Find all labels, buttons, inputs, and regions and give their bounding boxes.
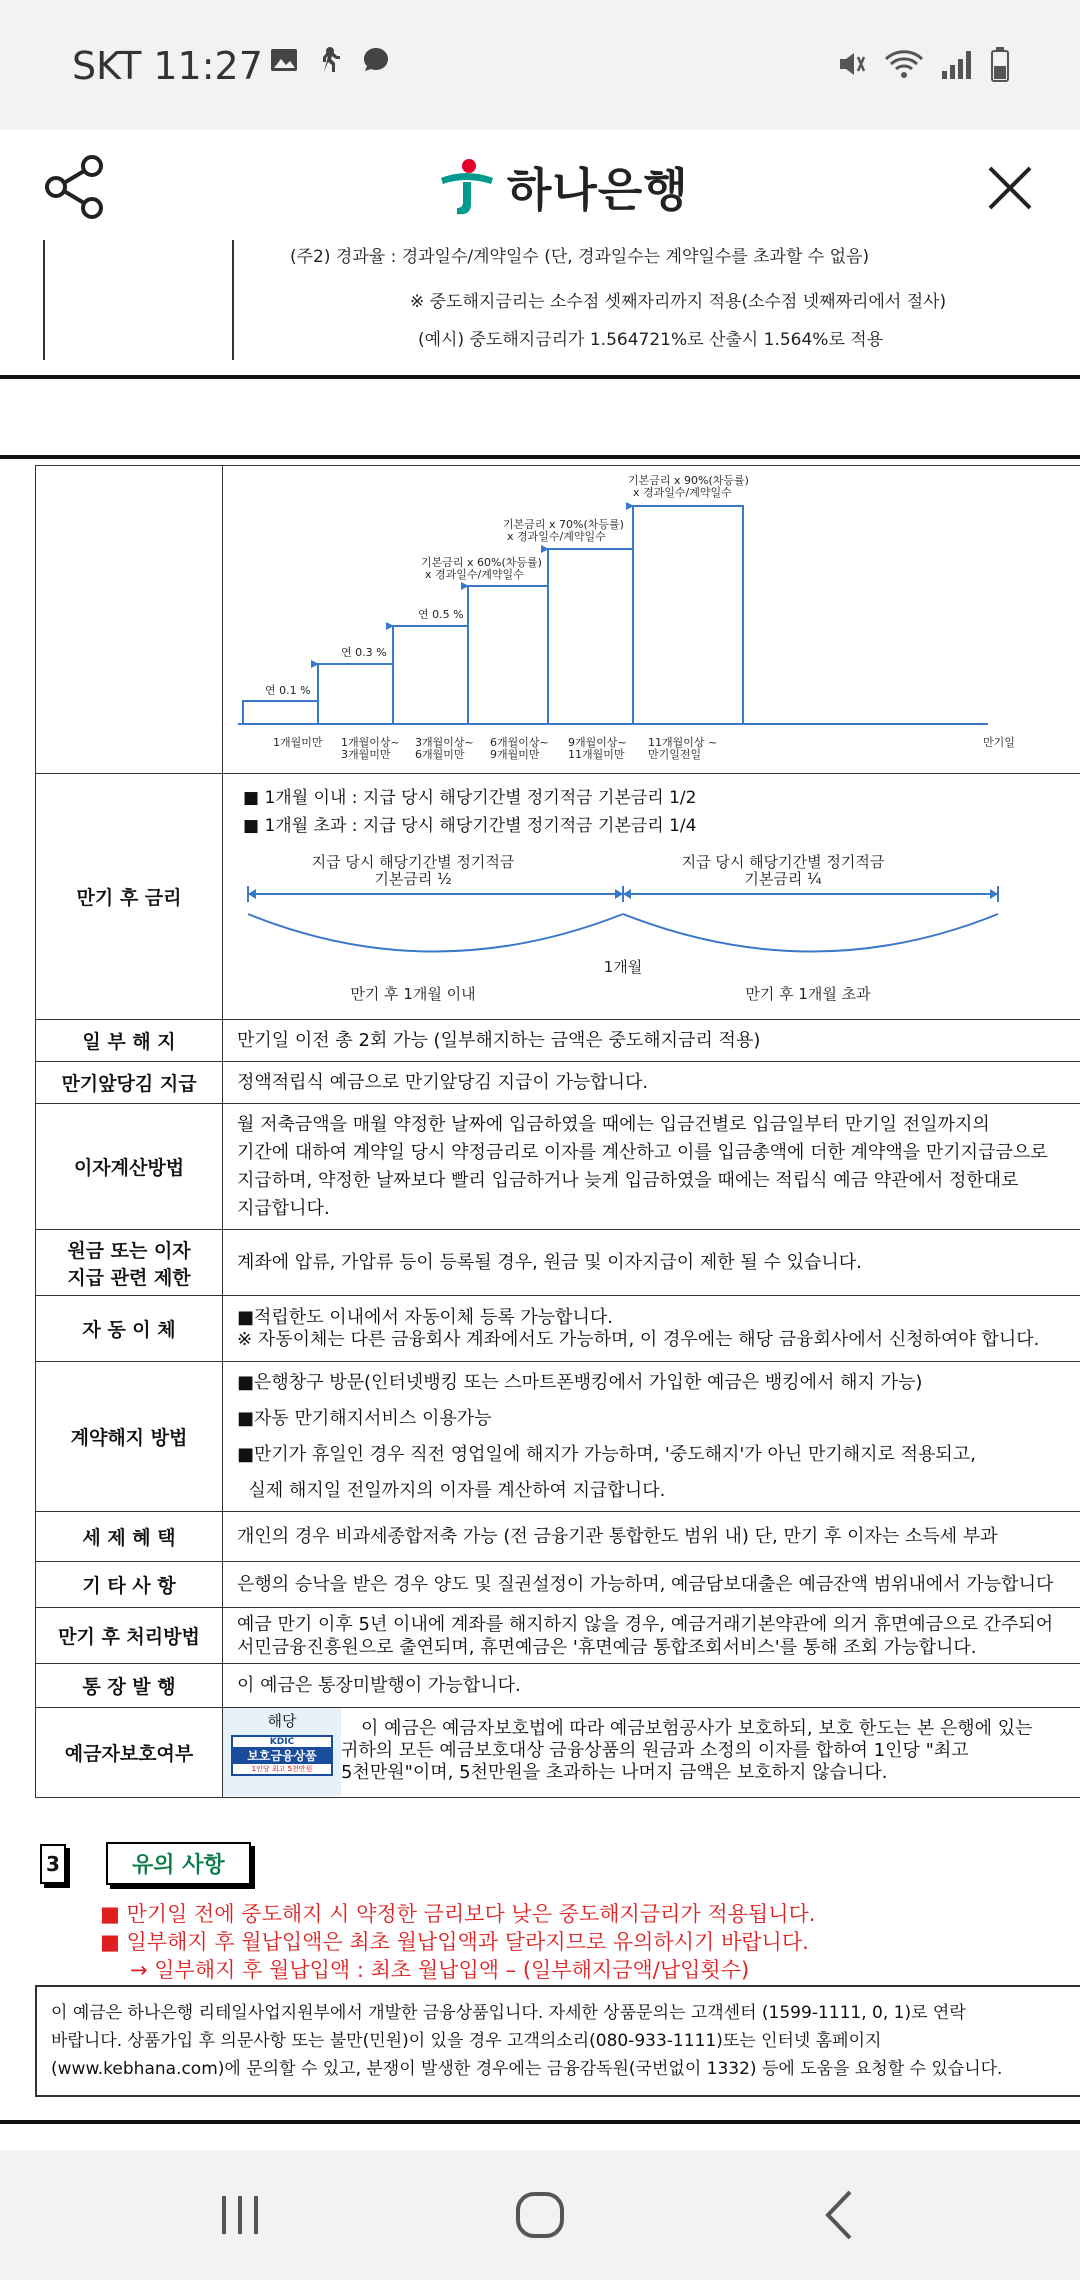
period-label: 1개월미만	[273, 736, 323, 749]
under-label: 만기 후 1개월 초과	[745, 985, 871, 1003]
info-line: 이 예금은 하나은행 리테일사업지원부에서 개발한 금융상품입니다. 자세한 상품문의는 고객센터 (1599-1111, 0, 1)로 연락	[51, 2003, 966, 2023]
period-label: 3개월이상~	[415, 736, 474, 749]
row-value: ■적립한도 이내에서 자동이체 등록 가능합니다. ※ 자동이체는 다른 금융회사 계좌에서도 가능하며, 이 경우에는 해당 금융회사에서 신청하여야 합니다.	[223, 1296, 1080, 1362]
row-value: 이 예금은 통장미발행이 가능합니다.	[223, 1664, 1080, 1708]
row-value: 은행의 승낙을 받은 경우 양도 및 질권설정이 가능하며, 예금담보대출은 예금잔액 범위내에서 가능합니다	[223, 1562, 1080, 1608]
system-nav-bar	[0, 2150, 1080, 2280]
note-line: ※ 중도해지금리는 소수점 셋째자리까지 적용(소수점 넷째짜리에서 절사)	[410, 292, 947, 312]
app-bar	[0, 130, 1080, 240]
row-header: 만기앞당김 지급	[36, 1062, 223, 1104]
row-header: 원금 또는 이자 지급 관련 제한	[36, 1230, 223, 1296]
caption-line: 지급 당시 해당기간별 정기적금	[311, 853, 515, 871]
info-line: (www.kebhana.com)에 문의할 수 있고, 분쟁이 발생한 경우에는 금융감독원(국번없이 1332) 등에 도움을 요청할 수 있습니다.	[51, 2059, 1003, 2079]
table-row	[36, 1562, 1080, 1608]
row-header: 일 부 해 지	[36, 1020, 223, 1062]
period-label: 6개월미만	[415, 748, 465, 761]
row-value: 정액적립식 예금으로 만기앞당김 지급이 가능합니다.	[223, 1062, 1080, 1104]
table-row	[36, 1608, 1080, 1664]
row-header	[36, 466, 223, 774]
hana-bank-logo	[435, 152, 689, 222]
bullet-line: ■ 1개월 이내 : 지급 당시 해당기간별 정기적금 기본금리 1/2	[243, 788, 697, 808]
battery-icon	[990, 46, 1010, 82]
info-line: 바랍니다. 상품가입 후 의문사항 또는 불만(민원)이 있을 경우 고객의소리(080-933-1111)또는 인터넷 홈페이지	[51, 2031, 882, 2051]
period-label: 11개월이상 ~	[648, 736, 718, 749]
row-header: 자 동 이 체	[36, 1296, 223, 1362]
under-label: 만기 후 1개월 이내	[350, 985, 476, 1003]
table-row	[36, 1512, 1080, 1562]
period-label: 1개월이상~	[341, 736, 400, 749]
table-row	[36, 1062, 1080, 1104]
section-title: 유의 사항	[106, 1842, 251, 1885]
step-label: 기본금리 x 60%(차등률)	[421, 556, 542, 569]
bank-name: 하나은행	[507, 163, 689, 217]
person-walk-icon	[314, 44, 346, 76]
caution-notes	[100, 1900, 815, 1984]
row-header: 세 제 혜 택	[36, 1512, 223, 1562]
caution-line: → 일부해지 후 월납입액 : 최초 월납입액 – (일부해지금액/납입횟수)	[130, 1958, 750, 1982]
caution-line: ■ 만기일 전에 중도해지 시 약정한 금리보다 낮은 중도해지금리가 적용됩니다.	[100, 1902, 816, 1926]
bullet-line: ■ 1개월 초과 : 지급 당시 해당기간별 정기적금 기본금리 1/4	[243, 816, 697, 836]
caption-line: 기본금리 ½	[374, 870, 452, 888]
early-termination-rate-chart	[223, 466, 1080, 768]
table-row	[36, 774, 1080, 1020]
row-header: 만기 후 금리	[36, 774, 223, 1020]
status-bar	[0, 0, 1080, 130]
deposit-protection-badge: 해당 KDIC 보호금융상품 1인당 최고 5천만원	[223, 1708, 341, 1796]
signal-icon	[940, 47, 974, 81]
step-label: x 경과일수/계약일수	[633, 486, 732, 499]
close-icon[interactable]	[980, 158, 1040, 218]
home-icon[interactable]	[500, 2180, 580, 2250]
row-value: 개인의 경우 비과세종합저축 가능 (전 금융기관 통합한도 범위 내) 단, 만기 후 이자는 소득세 부과	[223, 1512, 1080, 1562]
recent-apps-icon[interactable]	[200, 2180, 280, 2250]
step-label: x 경과일수/계약일수	[425, 568, 524, 581]
page-separator	[0, 375, 1080, 379]
image-icon	[268, 44, 300, 76]
period-label: 9개월미만	[490, 748, 540, 761]
row-header: 만기 후 처리방법	[36, 1608, 223, 1664]
note-line: (주2) 경과율 : 경과일수/계약일수 (단, 경과일수는 계약일수를 초과할 수 없음)	[290, 247, 870, 267]
section-number: 3	[40, 1844, 66, 1884]
step-label: 기본금리 x 90%(차등률)	[628, 474, 749, 487]
row-value: 만기일 이전 총 2회 가능 (일부해지하는 금액은 중도해지금리 적용)	[223, 1020, 1080, 1062]
share-icon[interactable]	[40, 152, 110, 222]
table-row	[36, 466, 1080, 774]
note-line: (예시) 중도해지금리가 1.564721%로 산출시 1.564%로 적용	[418, 330, 884, 350]
period-label: 9개월이상~	[568, 736, 627, 749]
row-header: 계약해지 방법	[36, 1362, 223, 1512]
row-value: ■은행창구 방문(인터넷뱅킹 또는 스마트폰뱅킹에서 가입한 예금은 뱅킹에서 해지 가능) ■자동 만기해지서비스 이용가능 ■만기가 휴일인 경우 직전 영업일에 해지가 가능하며, '중도해지'가 아닌 만기해지로 적용되고, 실제 해지일 전일까지의 이자를 계산하여 지급합니다.	[223, 1362, 1080, 1512]
previous-table-fragment	[0, 240, 1080, 375]
period-label: 6개월이상~	[490, 736, 549, 749]
caution-line: ■ 일부해지 후 월납입액은 최초 월납입액과 달라지므로 유의하시기 바랍니다.	[100, 1930, 809, 1954]
table-row	[36, 1104, 1080, 1230]
status-time: SKT 11:27	[72, 44, 263, 88]
row-header: 기 타 사 항	[36, 1562, 223, 1608]
row-header: 이자계산방법	[36, 1104, 223, 1230]
table-row	[36, 1708, 1080, 1798]
mid-label: 1개월	[603, 958, 643, 976]
hana-logo-icon	[435, 156, 497, 218]
period-label: 11개월미만	[568, 748, 625, 761]
rate-label: 연 0.3 %	[341, 646, 387, 659]
row-value: 해당 KDIC 보호금융상품 1인당 최고 5천만원 이 예금은 예금자보호법에 따라 예금보험공사가 보호하되, 보호 한도는 본 은행에 있는 귀하의 모든 예금보호대상 금융상품의 원금과 소정의 이자를 합하여 1인당 "최고 5천만원"이며, 5천만원을 초과하는 나머지 금액은 보호하지 않습니다.	[223, 1708, 1080, 1798]
row-value: 계좌에 압류, 가압류 등이 등록될 경우, 원금 및 이자지급이 제한 될 수 있습니다.	[223, 1230, 1080, 1296]
back-icon[interactable]	[800, 2180, 880, 2250]
product-spec-table	[35, 465, 1080, 1798]
period-label: 3개월미만	[341, 748, 391, 761]
contact-info-box	[35, 1985, 1080, 2097]
maturity-label: 만기일	[983, 736, 1015, 749]
page-separator	[0, 455, 1080, 459]
page-separator	[0, 2120, 1080, 2124]
row-value: 예금 만기 이후 5년 이내에 계좌를 해지하지 않을 경우, 예금거래기본약관에 의거 휴면예금으로 간주되어 서민금융진흥원으로 출연되며, 휴면예금은 '휴면예금 통합조회서비스'를 통해 조회 가능합니다.	[223, 1608, 1080, 1664]
wifi-icon	[884, 47, 924, 81]
rate-label: 연 0.5 %	[418, 608, 464, 621]
section-3-header	[40, 1842, 251, 1885]
table-row	[36, 1020, 1080, 1062]
step-label: 기본금리 x 70%(차등률)	[503, 518, 624, 531]
table-row	[36, 1230, 1080, 1296]
rate-chart-cell	[223, 466, 1080, 774]
mute-icon	[834, 47, 868, 81]
row-header: 예금자보호여부	[36, 1708, 223, 1798]
step-label: x 경과일수/계약일수	[507, 530, 606, 543]
caption-line: 지급 당시 해당기간별 정기적금	[681, 853, 885, 871]
chat-bubble-icon	[360, 44, 392, 76]
caption-line: 기본금리 ¼	[744, 870, 822, 888]
period-label: 만기일전일	[648, 748, 702, 761]
table-row	[36, 1362, 1080, 1512]
row-header: 통 장 발 행	[36, 1664, 223, 1708]
row-value: 월 저축금액을 매월 약정한 날짜에 입금하였을 때에는 입금건별로 입금일부터 만기일 전일까지의 기간에 대하여 계약일 당시 약정금리로 이자를 계산하고 이를 입금총액에 더한 계약액을 만기지급금으로 지급하며, 약정한 날짜보다 빨리 입금하거나 늦게 입금하였을 때에는 적립식 예금 약관에서 정한대로 지급합니다.	[223, 1104, 1080, 1230]
maturity-rate-cell	[223, 774, 1080, 1020]
table-row	[36, 1664, 1080, 1708]
table-row	[36, 1296, 1080, 1362]
document-view[interactable]	[0, 240, 1080, 2150]
rate-label: 연 0.1 %	[265, 684, 311, 697]
